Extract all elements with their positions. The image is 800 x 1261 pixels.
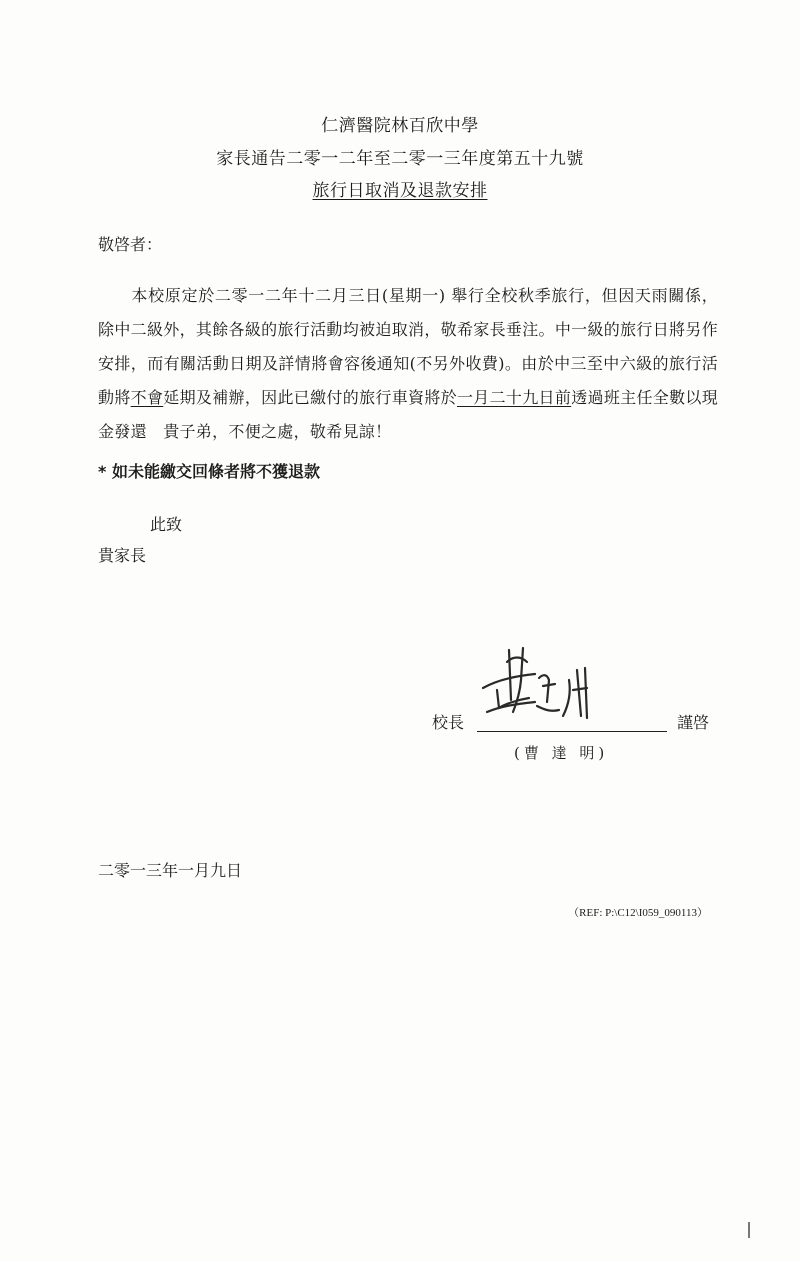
body-text-part3: 透過班主任全數以現金發還 貴子弟，不便之處，敬希見諒！ — [98, 388, 719, 441]
body-paragraph — [98, 279, 718, 449]
salutation: 敬啓者： — [98, 235, 163, 254]
school-name: 仁濟醫院林百欣中學 — [321, 116, 479, 136]
scan-edge-mark — [748, 1222, 750, 1238]
refund-notice: * 如未能繳交回條者將不獲退款 — [98, 462, 320, 481]
issue-date: 二零一三年一月九日 — [98, 861, 243, 880]
signature-line — [477, 731, 667, 732]
body-underline-deadline: 一月二十九日前 — [456, 388, 572, 407]
body-text-part1: 本校原定於二零一二年十二月三日(星期一) 舉行全校秋季旅行，但因天雨關係，除中二級外，其餘各級的旅行活動均被迫取消，敬希家長垂注。中一級的旅行日將另作安排，而有關活動日期及詳情將會容後通知(不另外收費)。由於中三至中六級的旅行活動將 — [98, 286, 719, 407]
body-underline-not: 不會 — [130, 388, 164, 407]
signatory-name: (曹 達 明) — [514, 744, 609, 762]
closing-line-2: 貴家長 — [98, 546, 147, 565]
closing-line-1: 此致 — [150, 515, 183, 534]
signature-block — [432, 640, 732, 770]
body-text-part2: 延期及補辦，因此已繳付的旅行車資將於 — [163, 388, 457, 407]
reference-code: （REF: P:\C12\I059_090113） — [568, 907, 708, 919]
notice-number: 家長通告二零一二年至二零一三年度第五十九號 — [216, 149, 584, 169]
signature-suffix: 謹啓 — [677, 713, 710, 732]
signature-title: 校長 — [432, 713, 465, 732]
notice-subject: 旅行日取消及退款安排 — [312, 181, 488, 201]
handwritten-signature — [477, 640, 607, 735]
